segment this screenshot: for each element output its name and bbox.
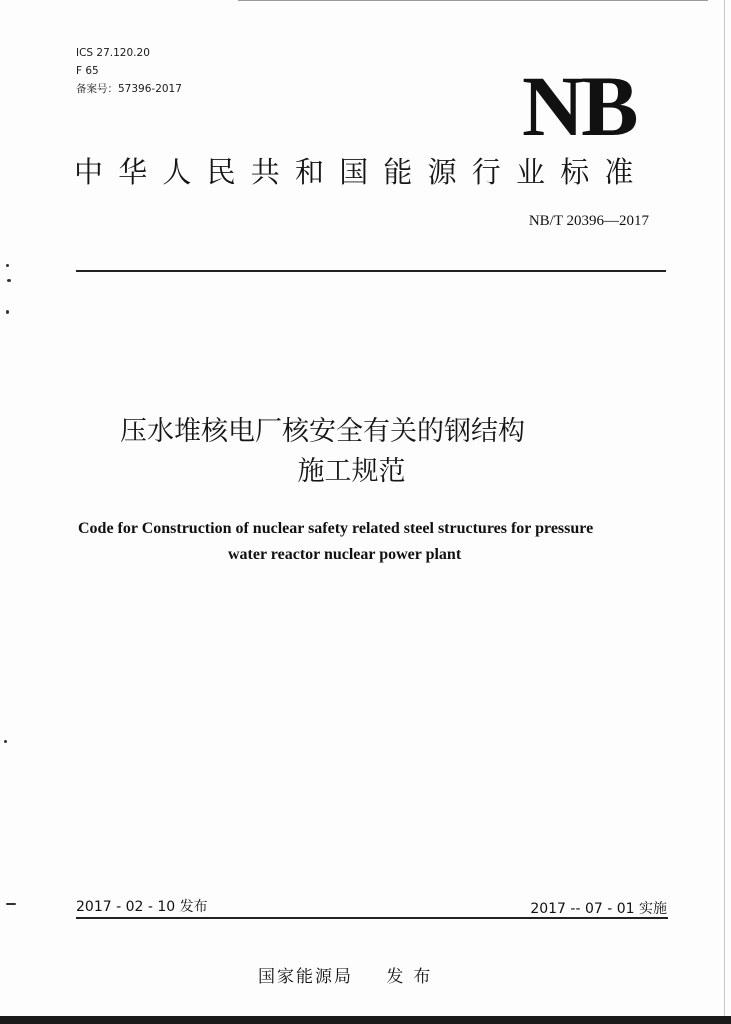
standard-category-title: 中华人民共和国能源行业标准: [74, 155, 649, 189]
footer-divider: [76, 917, 668, 919]
ics-code: ICS 27.120.20: [76, 47, 150, 59]
record-number: 备案号：57396-2017: [76, 83, 182, 95]
publisher-organization: 国家能源局: [258, 967, 353, 987]
scan-speck: [6, 903, 16, 905]
english-title-line-1: Code for Construction of nuclear safety related steel structures for pressure: [78, 520, 594, 537]
scan-top-edge: [238, 0, 708, 1]
scan-right-edge: [724, 0, 725, 1024]
nb-logo: NB: [522, 58, 636, 154]
scan-bottom-edge: [0, 1016, 731, 1024]
header-divider: [76, 270, 666, 272]
chinese-title-line-1: 压水堆核电厂核安全有关的钢结构: [120, 416, 525, 447]
english-title-line-2: water reactor nuclear power plant: [228, 546, 462, 563]
classification-block: [76, 44, 182, 98]
chinese-title-line-2: 施工规范: [297, 456, 406, 487]
scan-speck: [6, 310, 9, 314]
publisher-line: [258, 962, 440, 987]
publisher-action: 发布: [386, 967, 441, 987]
ccs-code: F 65: [76, 65, 99, 77]
implementation-date: 2017 -- 07 - 01 实施: [530, 901, 667, 917]
standard-number: NB/T 20396—2017: [528, 213, 649, 229]
scan-speck: [7, 279, 11, 282]
scan-speck: [4, 740, 7, 743]
scan-speck: [6, 264, 9, 267]
issue-date: 2017 - 02 - 10 发布: [76, 899, 208, 915]
